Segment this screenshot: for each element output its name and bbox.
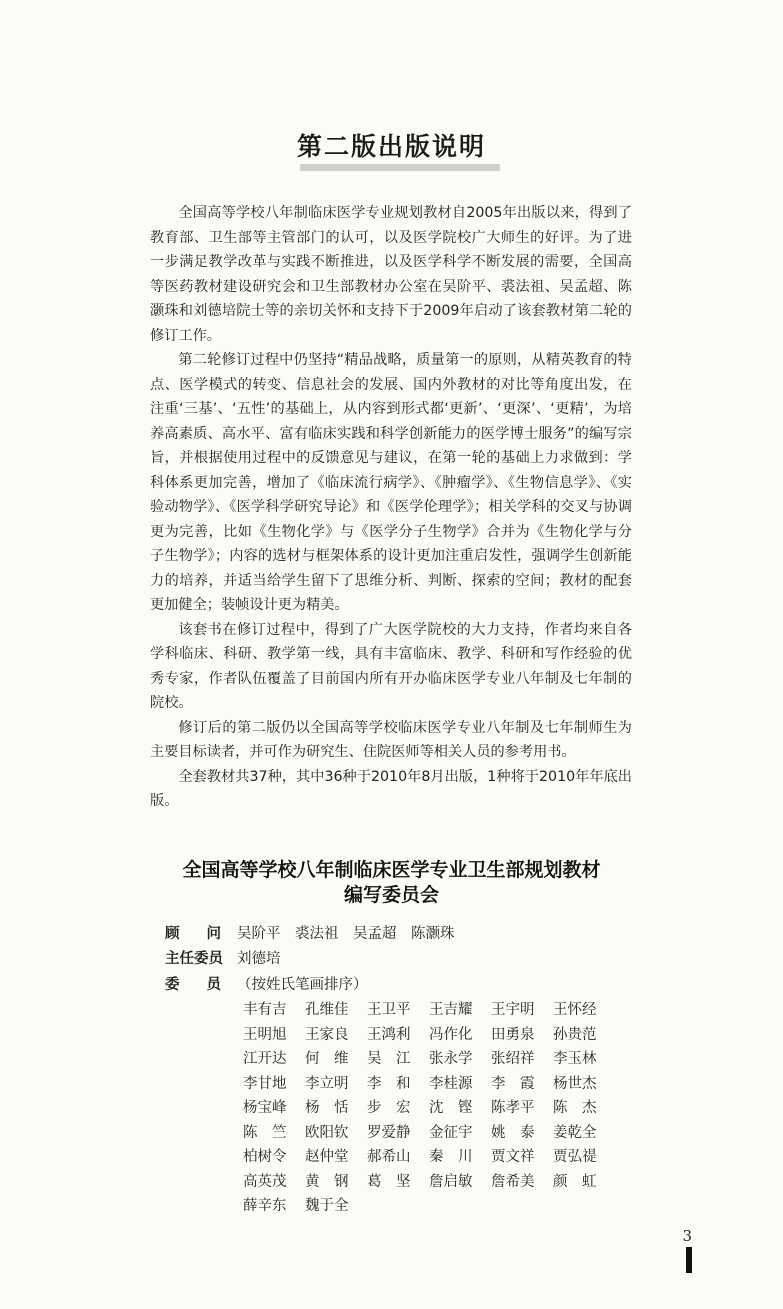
member-name: 张永学 — [429, 1051, 473, 1067]
member-name: 王宇明 — [491, 1002, 535, 1018]
committee-heading: 全国高等学校八年制临床医学专业卫生部规划教材 — [182, 858, 601, 881]
member-name: 何 维 — [305, 1051, 349, 1067]
member-name: 王鸿利 — [367, 1026, 411, 1043]
member-name: 郝希山 — [367, 1149, 411, 1165]
page-title: 第二版出版说明 — [296, 132, 486, 161]
member-name: 欧阳钦 — [305, 1124, 349, 1141]
paragraph: 修订后的第二版仍以全国高等学校临床医学专业八年制及七年制师生为主要目标读者，并可作为研究生、住院医师等相关人员的参考用书。 — [150, 719, 632, 760]
committee-subheading: 编写委员会 — [343, 883, 439, 906]
page-number: 3 — [682, 1226, 692, 1245]
member-name: 高英茂 — [243, 1173, 287, 1190]
member-name: 张绍祥 — [491, 1051, 535, 1067]
members-row — [165, 973, 783, 999]
member-name: 李 和 — [367, 1075, 411, 1092]
member-name: 李甘地 — [243, 1075, 287, 1092]
member-name: 陈孝平 — [491, 1100, 535, 1116]
label-char: 问 — [206, 925, 221, 942]
member-name: 姜乾全 — [553, 1124, 597, 1141]
label-char: 员 — [206, 976, 221, 993]
member-name: 姚 泰 — [491, 1124, 535, 1141]
member-name: 孙贵范 — [553, 1026, 597, 1043]
label-char: 委 — [165, 976, 180, 993]
member-name: 吴 江 — [367, 1051, 411, 1067]
paragraph: 全国高等学校八年制临床医学专业规划教材自2005年出版以来，得到了教育部、卫生部等主管部门的认可，以及医学院校广大师生的好评。为了进一步满足教学改革与实践不断推进，以及医学科学不断发展的需要，全国高等医药教材建设研究会和卫生部教材办公室在吴阶平、裘法祖、吴孟超、陈灏珠和刘德培院士等的亲切关怀和支持下于2009年启动了该套教材第二轮的修订工作。 — [150, 205, 632, 344]
member-name: 罗爱静 — [367, 1124, 411, 1141]
member-name: 詹希美 — [491, 1173, 535, 1190]
paragraph: 第二轮修订过程中仍坚持“精品战略，质量第一的原则，从精英教育的特点、医学模式的转变、信息社会的发展、国内外教材的对比等角度出发，在注重‘三基’、‘五性’的基础上，从内容到形式都‘更新’、‘更深’、‘更精’，为培养高素质、高水平、富有临床实践和科学创新能力的医学博士服务”的编写宗旨，并根据使用过程中的反馈意见与建议，在第一轮的基础上力求做到：学科体系更加完善，增加了《临床流行病学》、《肿瘤学》、《生物信息学》、《实验动物学》、《医学科学研究导论》和《医学伦理学》；相关学科的交叉与协调更为完善，比如《生物化学》与《医学分子生物学》合并为《生物化学与分子生物学》；内容的选材与框架体系的设计更加注重启发性，强调学生创新能力的培养，并适当给学生留下了思维分析、判断、探索的空间；教材的配套更加健全；装帧设计更为精美。 — [150, 352, 632, 613]
member-name: 江开达 — [243, 1051, 287, 1067]
preface-body — [150, 201, 632, 814]
member-name: 杨 恬 — [305, 1100, 349, 1116]
member-name: 贾文祥 — [491, 1149, 535, 1165]
title-block — [0, 132, 783, 172]
member-name: 步 宏 — [367, 1100, 411, 1116]
member-name: 薛辛东 — [243, 1198, 287, 1214]
director-label: 主任委员 — [165, 951, 223, 967]
label-char: 顾 — [165, 925, 180, 942]
member-name: 王卫平 — [367, 1002, 411, 1018]
member-name: 金征宇 — [429, 1124, 473, 1141]
member-name: 田勇泉 — [491, 1026, 535, 1043]
member-name: 陈 杰 — [553, 1100, 597, 1116]
member-name: 杨世杰 — [553, 1075, 597, 1092]
member-name: 冯作化 — [429, 1026, 473, 1043]
member-name: 王吉耀 — [429, 1002, 473, 1018]
member-name: 黄 钢 — [305, 1173, 349, 1190]
paragraph: 该套书在修订过程中，得到了广大医学院校的大力支持，作者均来自各学科临床、科研、教学第一线，具有丰富临床、教学、科研和写作经验的优秀专家，作者队伍覆盖了目前国内所有开办临床医学专业八年制及七年制的院校。 — [150, 621, 632, 711]
member-name: 李立明 — [305, 1075, 349, 1092]
members-list — [243, 998, 783, 1219]
member-name: 孔维佳 — [305, 1002, 349, 1018]
member-name: 柏树令 — [243, 1149, 287, 1165]
title-underline — [300, 164, 500, 171]
member-name: 李桂源 — [429, 1075, 473, 1092]
member-name: 李 霞 — [491, 1075, 535, 1092]
member-name: 王明旭 — [243, 1026, 287, 1043]
members-note: （按姓氏笔画排序） — [237, 976, 368, 993]
member-name: 颜 虹 — [553, 1173, 597, 1190]
member-name: 赵仲堂 — [305, 1149, 349, 1165]
director-name: 刘德培 — [237, 951, 281, 967]
member-name: 杨宝峰 — [243, 1100, 287, 1116]
member-name: 沈 铿 — [429, 1100, 473, 1116]
member-name: 詹启敏 — [429, 1173, 473, 1190]
advisors-label — [165, 922, 221, 948]
advisors-names: 吴阶平 裘法祖 吴孟超 陈灏珠 — [237, 925, 455, 942]
member-name: 秦 川 — [429, 1149, 473, 1165]
director-row — [165, 947, 783, 973]
member-name: 葛 坚 — [367, 1173, 411, 1190]
members-label — [165, 973, 221, 999]
member-name: 陈 竺 — [243, 1124, 287, 1141]
member-name: 李玉林 — [553, 1051, 597, 1067]
member-name: 丰有吉 — [243, 1002, 287, 1018]
member-name: 王怀经 — [553, 1002, 597, 1018]
page-marker-bar — [686, 1247, 692, 1273]
member-name: 贾弘禔 — [553, 1149, 597, 1165]
advisors-row — [165, 922, 783, 948]
member-name: 王家良 — [305, 1026, 349, 1043]
member-name: 魏于全 — [305, 1198, 349, 1214]
paragraph: 全套教材共37种，其中36种于2010年8月出版，1种将于2010年年底出版。 — [150, 768, 632, 809]
committee-block — [165, 922, 783, 1219]
